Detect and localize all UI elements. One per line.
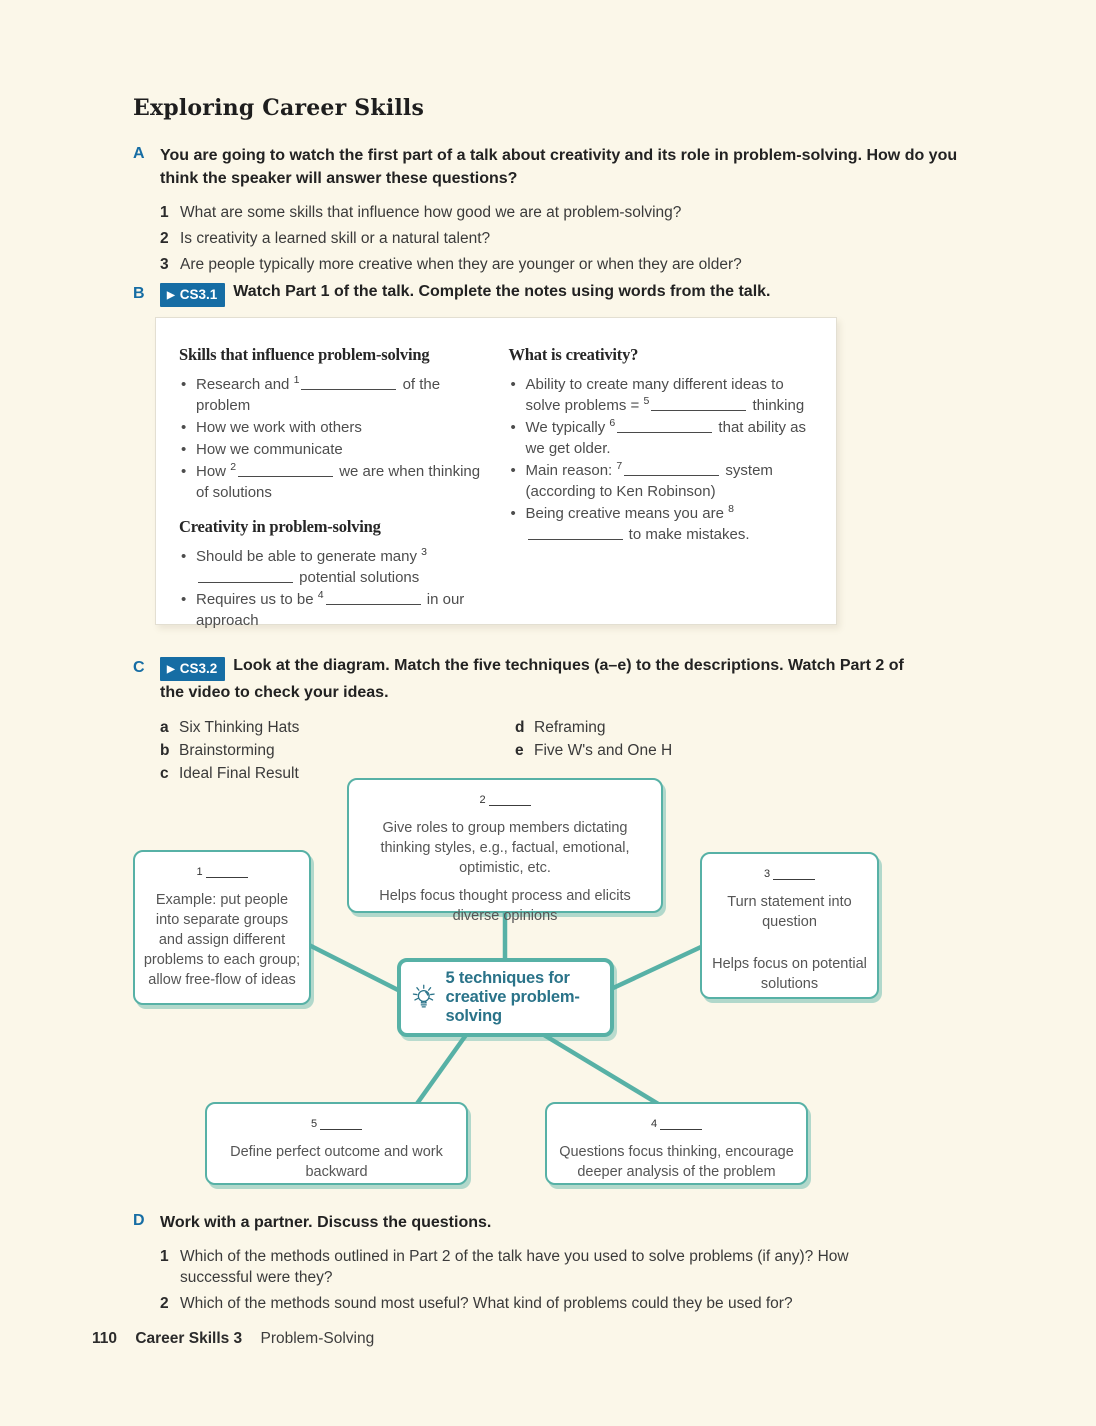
note-bullet: • How $^2$ we are when thinking of solutions bbox=[179, 461, 487, 503]
question-text: Is creativity a learned skill or a natural talent? bbox=[180, 230, 491, 247]
notes-heading: What is creativity? bbox=[508, 345, 639, 364]
fill-in-blank bbox=[617, 430, 712, 433]
answer-blank-line bbox=[489, 803, 531, 806]
question-text: Which of the methods outlined in Part 2 of the talk have you used to solve problems (if any)? How successful were they? bbox=[180, 1248, 849, 1286]
diagram-box-text: Example: put people into separate groups and assign different problems to each group; allow free-flow of ideas bbox=[143, 892, 301, 988]
page-title: Exploring Career Skills bbox=[133, 95, 425, 121]
blank-number: 5 bbox=[310, 1118, 318, 1130]
notes-group bbox=[179, 345, 487, 503]
question-number: 1 bbox=[160, 204, 169, 221]
section-d-instruction: Work with a partner. Discuss the questions. bbox=[160, 1214, 492, 1231]
answer-blank-header bbox=[357, 790, 653, 812]
play-icon: ▶ bbox=[167, 290, 175, 301]
answer-blank-line bbox=[660, 1127, 702, 1130]
notes-column-left bbox=[179, 345, 487, 629]
note-bullet: • Being creative means you are $^8$ to make mistakes. bbox=[509, 503, 817, 545]
section-b-instruction-line bbox=[160, 280, 920, 307]
note-bullet: • We typically $^6$ that ability as we get older. bbox=[509, 417, 817, 459]
question-number: 2 bbox=[160, 230, 169, 247]
play-icon: ▶ bbox=[167, 664, 175, 675]
notes-bullet-list bbox=[179, 374, 487, 503]
diagram-box-text: Define perfect outcome and work backward bbox=[230, 1144, 443, 1180]
section-c-instruction: Look at the diagram. Match the five techniques (a–e) to the descriptions. Watch Part 2 of the video to check your ideas. bbox=[160, 657, 904, 701]
notes-bullet-list bbox=[509, 374, 817, 545]
section-b-instruction: Watch Part 1 of the talk. Complete the notes using words from the talk. bbox=[233, 283, 771, 300]
technique-item bbox=[515, 716, 672, 739]
note-bullet: • Requires us to be $^4$ in our approach bbox=[179, 589, 487, 631]
section-d bbox=[133, 1211, 970, 1319]
fill-in-blank bbox=[301, 387, 396, 390]
answer-blank-line bbox=[773, 877, 815, 880]
answer-blank-header bbox=[215, 1114, 458, 1136]
question-number: 1 bbox=[160, 1248, 169, 1265]
video-badge-cs31[interactable] bbox=[160, 283, 225, 307]
section-c-instruction-line bbox=[160, 654, 918, 704]
question-text: Which of the methods sound most useful? What kind of problems could they be used for? bbox=[180, 1295, 793, 1312]
technique-key: a bbox=[160, 719, 169, 736]
blank-number: 1 bbox=[293, 374, 300, 386]
answer-blank-header bbox=[555, 1114, 798, 1136]
section-a-questions bbox=[160, 202, 965, 275]
notes-heading: Skills that influence problem-solving bbox=[179, 345, 430, 364]
page-footer bbox=[92, 1330, 374, 1348]
answer-blank-header bbox=[710, 864, 869, 886]
diagram-box-2 bbox=[347, 778, 663, 924]
blank-number: 3 bbox=[763, 868, 771, 880]
notes-bullet-list bbox=[179, 546, 487, 631]
fill-in-blank bbox=[528, 537, 623, 540]
page-number: 110 bbox=[92, 1330, 118, 1347]
technique-key: b bbox=[160, 742, 170, 759]
notes-box bbox=[155, 317, 837, 629]
question-number: 3 bbox=[160, 256, 169, 273]
question-row bbox=[160, 228, 965, 249]
video-badge-cs32[interactable] bbox=[160, 657, 225, 681]
blank-number: 4 bbox=[317, 589, 324, 601]
technique-key: d bbox=[515, 719, 525, 736]
note-bullet: • Main reason: $^7$ system (according to Ken Robinson) bbox=[509, 460, 817, 502]
lightbulb-icon bbox=[411, 970, 437, 1026]
technique-key: e bbox=[515, 742, 524, 759]
technique-key: c bbox=[160, 765, 169, 782]
video-badge-label: CS3.1 bbox=[179, 287, 218, 302]
note-bullet: • How we work with others bbox=[179, 417, 487, 438]
fill-in-blank bbox=[238, 474, 333, 477]
note-bullet: • Should be able to generate many $^3$ potential solutions bbox=[179, 546, 487, 588]
technique-label: Brainstorming bbox=[179, 742, 275, 759]
fill-in-blank bbox=[624, 473, 719, 476]
book-title: Career Skills 3 bbox=[135, 1330, 243, 1347]
diagram-box-5 bbox=[205, 1102, 468, 1185]
question-text: What are some skills that influence how good we are at problem-solving? bbox=[180, 204, 682, 221]
section-letter-b: B bbox=[133, 285, 145, 302]
section-letter-a: A bbox=[133, 145, 145, 162]
diagram-box-3 bbox=[700, 852, 879, 999]
fill-in-blank bbox=[198, 580, 293, 583]
fill-in-blank bbox=[651, 408, 746, 411]
question-text: Are people typically more creative when they are younger or when they are older? bbox=[180, 256, 742, 273]
blank-number: 6 bbox=[609, 417, 616, 429]
technique-item bbox=[160, 739, 515, 762]
question-row bbox=[160, 1246, 970, 1288]
techniques-diagram bbox=[0, 775, 1096, 1195]
section-letter-d: D bbox=[133, 1212, 145, 1229]
fill-in-blank bbox=[326, 602, 421, 605]
diagram-center-label: 5 techniques for creative problem-solving bbox=[445, 969, 580, 1025]
diagram-box-text: Helps focus on potential solutions bbox=[712, 956, 867, 992]
blank-number: 7 bbox=[616, 460, 623, 472]
blank-number: 2 bbox=[479, 794, 486, 806]
section-a-instruction: You are going to watch the first part of a talk about creativity and its role in problem-solving. How do you think the speaker will answer these questions? bbox=[160, 147, 958, 187]
technique-label: Reframing bbox=[534, 719, 606, 736]
answer-blank-line bbox=[320, 1127, 362, 1130]
notes-heading: Creativity in problem-solving bbox=[179, 517, 381, 536]
technique-label: Ideal Final Result bbox=[179, 765, 299, 782]
notes-group bbox=[509, 345, 817, 545]
section-b bbox=[133, 280, 920, 307]
note-bullet: • Research and $^1$ of the problem bbox=[179, 374, 487, 416]
diagram-box-text: Helps focus thought process and elicits diverse opinions bbox=[379, 888, 631, 924]
question-row bbox=[160, 254, 965, 275]
video-badge-label: CS3.2 bbox=[179, 661, 218, 676]
section-c bbox=[133, 654, 918, 785]
technique-label: Six Thinking Hats bbox=[179, 719, 300, 736]
blank-number: 8 bbox=[728, 503, 734, 515]
blank-number: 4 bbox=[650, 1118, 658, 1130]
answer-blank-header bbox=[143, 862, 301, 884]
section-letter-c: C bbox=[133, 659, 145, 676]
technique-item bbox=[160, 716, 515, 739]
diagram-center-node bbox=[397, 958, 614, 1037]
note-bullet: • How we communicate bbox=[179, 439, 487, 460]
question-row bbox=[160, 202, 965, 223]
unit-title: Problem-Solving bbox=[260, 1330, 375, 1347]
question-row bbox=[160, 1293, 970, 1314]
answer-blank-line bbox=[206, 875, 248, 878]
notes-column-right bbox=[509, 345, 817, 624]
question-number: 2 bbox=[160, 1295, 169, 1312]
diagram-box-text: Questions focus thinking, encourage deeper analysis of the problem bbox=[559, 1144, 794, 1180]
diagram-box-text: Give roles to group members dictating thinking styles, e.g., factual, emotional, optimistic, etc. bbox=[380, 820, 630, 876]
technique-item bbox=[515, 739, 672, 762]
blank-number: 5 bbox=[643, 395, 650, 407]
blank-number: 2 bbox=[230, 461, 237, 473]
diagram-box-text: Turn statement into question bbox=[727, 894, 852, 930]
blank-number: 1 bbox=[196, 866, 203, 878]
section-d-questions bbox=[160, 1246, 970, 1314]
diagram-box-1 bbox=[133, 850, 311, 1005]
diagram-box-4 bbox=[545, 1102, 808, 1185]
technique-label: Five W's and One H bbox=[534, 742, 673, 759]
blank-number: 3 bbox=[421, 546, 428, 558]
notes-group bbox=[179, 517, 487, 631]
section-a bbox=[133, 144, 965, 280]
note-bullet: • Ability to create many different ideas to solve problems = $^5$ thinking bbox=[509, 374, 817, 416]
